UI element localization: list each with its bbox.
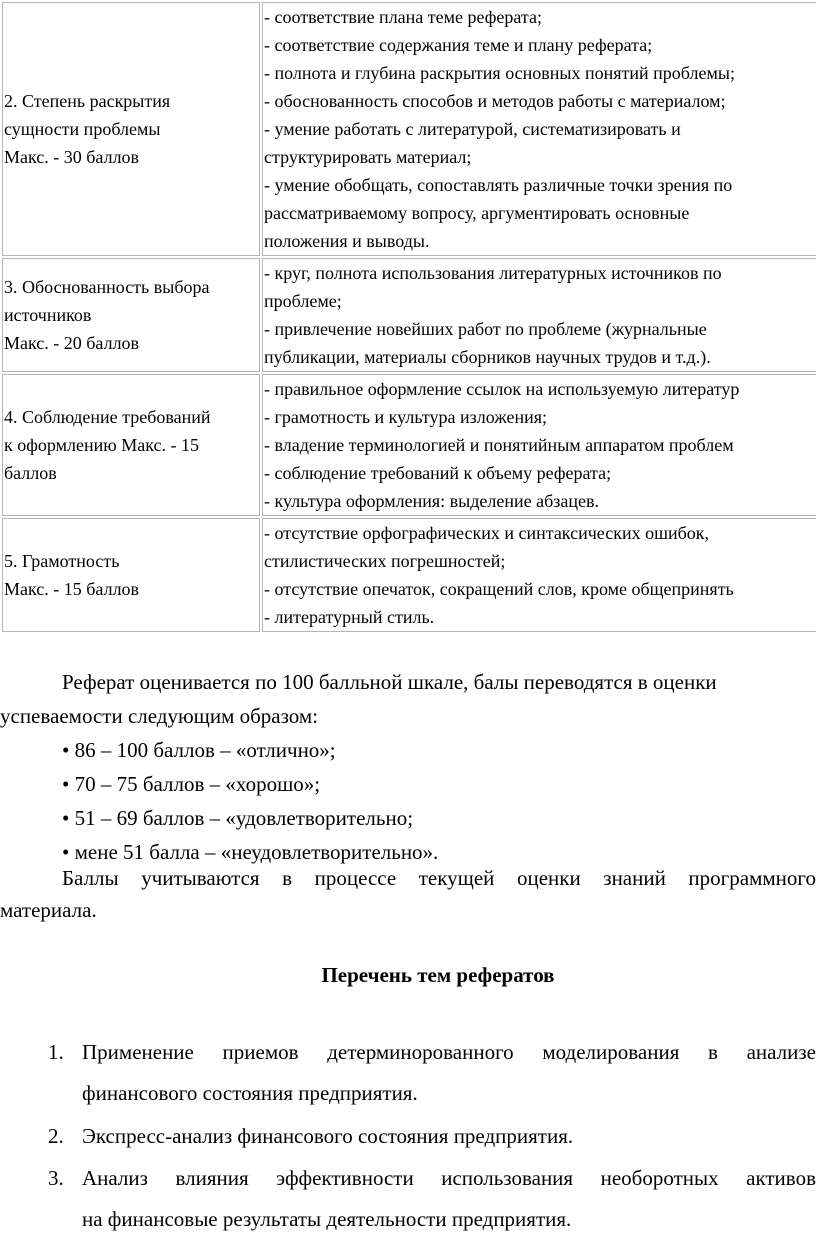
grading-note-line-1: Баллы учитываются в процессе текущей оценки знаний программного [62, 866, 816, 890]
requirement-line: - грамотность и культура изложения; [264, 407, 547, 427]
requirements-cell [262, 2, 816, 256]
requirement-line: - соответствие содержания теме и плану реферата; [264, 35, 653, 55]
criterion-text: к оформлению Макс. - 15 [4, 435, 199, 455]
topic-item-continuation: финансового состояния предприятия. [82, 1081, 418, 1105]
criterion-text: 3. Обоснованность выбора [4, 277, 210, 297]
requirement-line: - литературный стиль. [264, 607, 435, 627]
criterion-text: сущности проблемы [4, 119, 161, 139]
requirements-cell [262, 518, 816, 632]
requirement-line: - культура оформления: выделение абзацев. [264, 491, 599, 511]
criterion-text: Макс. - 15 баллов [4, 579, 140, 599]
requirement-line: - соответствие плана теме реферата; [264, 7, 542, 27]
requirement-line: - соблюдение требований к объему реферата; [264, 463, 612, 483]
topic-item: Экспресс-анализ финансового состояния предприятия. [82, 1124, 574, 1148]
criterion-text: 4. Соблюдение требований [4, 407, 211, 427]
topic-number: 2. [48, 1124, 64, 1148]
criterion-cell [2, 518, 260, 632]
requirement-line: - обоснованность способов и методов работы с материалом; [264, 91, 726, 111]
grading-scale-item: • мене 51 балла – «неудовлетворительно». [62, 840, 439, 864]
table-row [2, 518, 816, 632]
requirement-line: структурировать материал; [264, 147, 472, 167]
requirement-line: - умение работать с литературой, систематизировать и [264, 119, 681, 139]
requirements-cell [262, 258, 816, 372]
table-row [2, 2, 816, 256]
topic-number: 1. [48, 1040, 64, 1064]
requirement-line: стилистических погрешностей; [264, 551, 506, 571]
criterion-text: Макс. - 20 баллов [4, 333, 140, 353]
requirement-line: - отсутствие орфографических и синтаксических ошибок, [264, 523, 709, 543]
criterion-text: источников [4, 305, 92, 325]
requirement-line: - правильное оформление ссылок на используемую литератур [264, 379, 740, 399]
criterion-text: 2. Степень раскрытия [4, 91, 171, 111]
table-row [2, 374, 816, 516]
criterion-cell [2, 258, 260, 372]
grading-intro-line-1: Реферат оценивается по 100 балльной шкале, балы переводятся в оценки [62, 670, 717, 694]
criterion-text: Макс. - 30 баллов [4, 147, 140, 167]
grading-intro-line-2: успеваемости следующим образом: [0, 704, 319, 728]
requirement-line: - отсутствие опечаток, сокращений слов, кроме общепринять [264, 579, 734, 599]
criterion-text: баллов [4, 463, 57, 483]
requirement-line: рассматриваемому вопросу, аргументировать основные [264, 203, 690, 223]
grading-note-line-2: материала. [0, 898, 97, 922]
criterion-text: 5. Грамотность [4, 551, 120, 571]
requirement-line: - круг, полнота использования литературных источников по [264, 263, 722, 283]
topic-item: Анализ влияния эффективности использования необоротных активов [82, 1166, 816, 1190]
topic-item: Применение приемов детерминорованного моделирования в анализе [82, 1040, 816, 1064]
requirement-line: публикации, материалы сборников научных трудов и т.д.). [264, 347, 711, 367]
requirement-line: - привлечение новейших работ по проблеме (журнальные [264, 319, 707, 339]
requirement-line: - умение обобщать, сопоставлять различные точки зрения по [264, 175, 733, 195]
topics-heading: Перечень тем рефератов [321, 963, 555, 987]
topic-item-continuation: на финансовые результаты деятельности предприятия. [82, 1207, 572, 1231]
requirement-line: положения и выводы. [264, 231, 430, 251]
grading-scale-item: • 51 – 69 баллов – «удовлетворительно; [62, 806, 414, 830]
grading-scale-item: • 70 – 75 баллов – «хорошо»; [62, 772, 321, 796]
topic-number: 3. [48, 1166, 64, 1190]
criterion-cell [2, 2, 260, 256]
requirement-line: проблеме; [264, 291, 342, 311]
requirement-line: - владение терминологией и понятийным аппаратом проблем [264, 435, 734, 455]
requirement-line: - полнота и глубина раскрытия основных понятий проблемы; [264, 63, 735, 83]
table-row [2, 258, 816, 372]
criterion-cell [2, 374, 260, 516]
requirements-cell [262, 374, 816, 516]
grading-scale-item: • 86 – 100 баллов – «отлично»; [62, 738, 336, 762]
